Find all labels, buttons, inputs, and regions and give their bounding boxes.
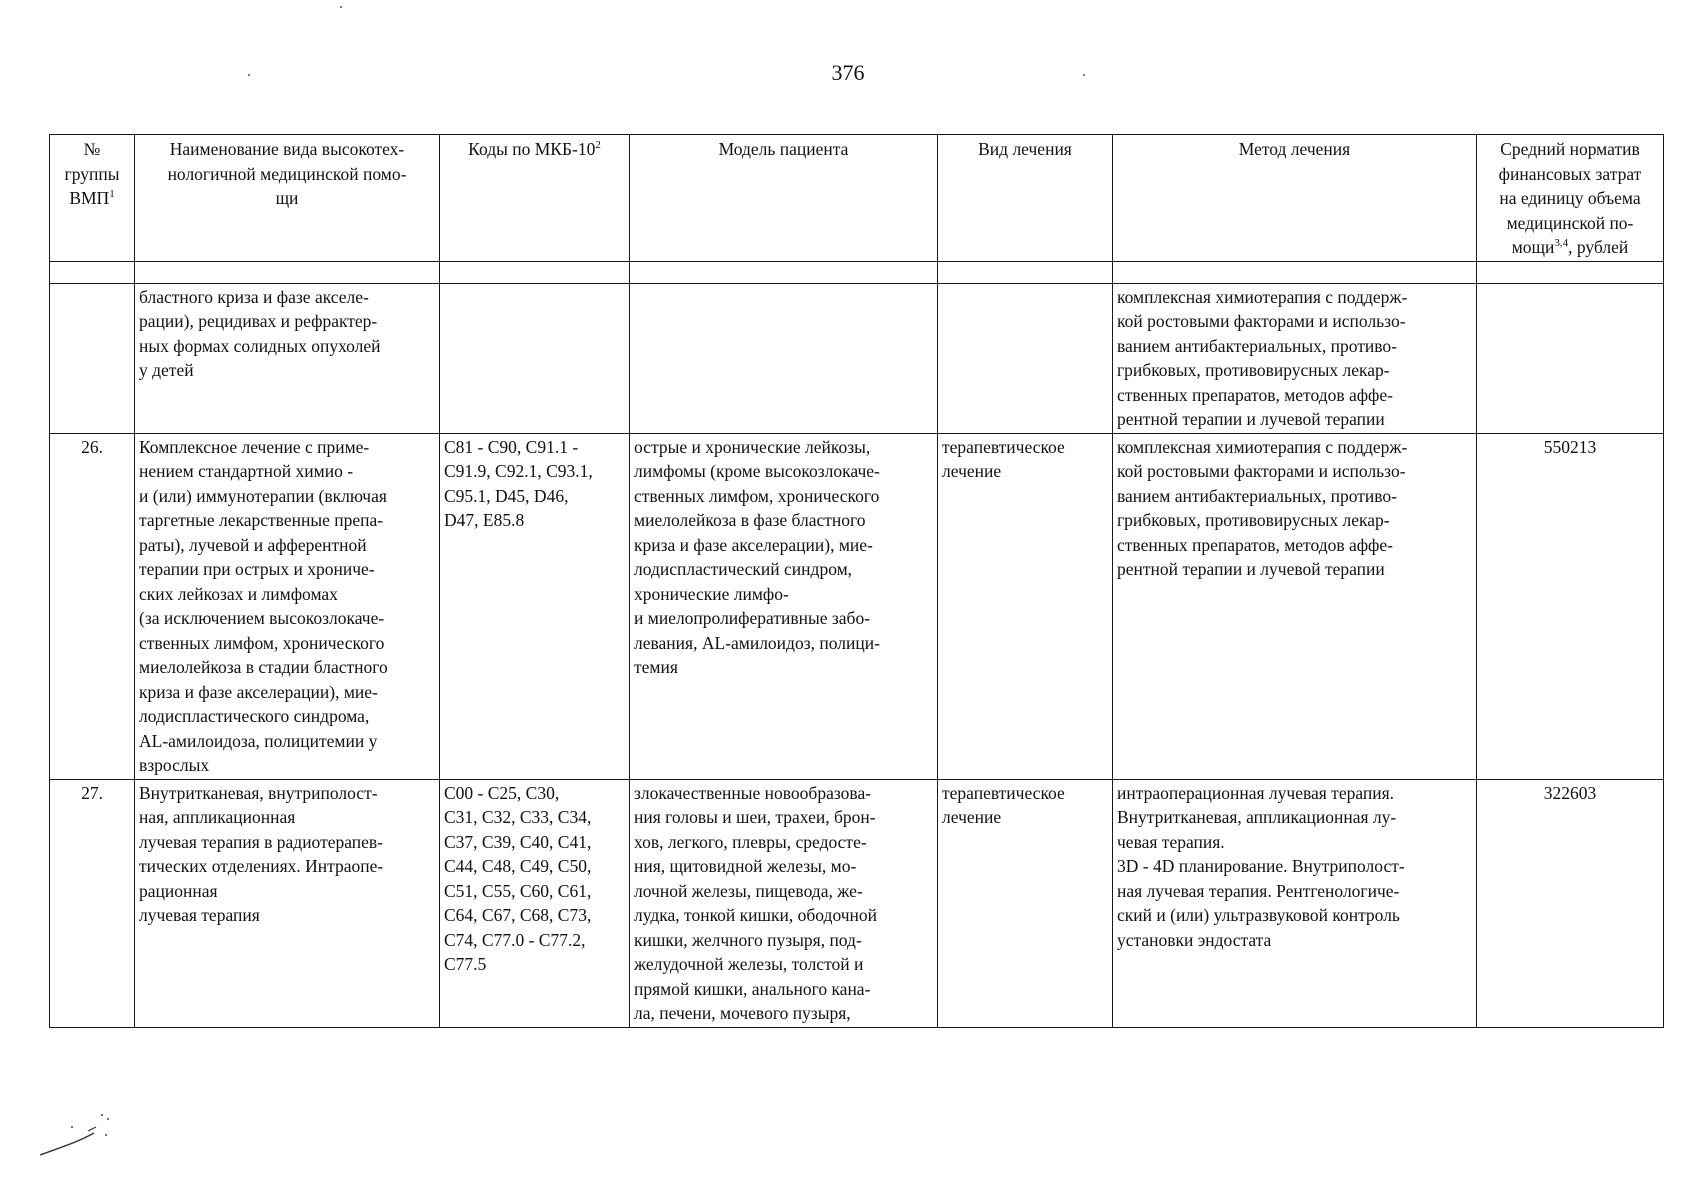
cell-patient-model: острые и хронические лейкозы, лимфомы (кроме высокозлокаче- ственных лимфом, хронического миелолейкоза в фазе бластного криза и фазе акселерации), мие- лодиспластический синдром, хронические лимфо- и миелопролиферативные забо- левания, AL-амилоидоз, полици- темия bbox=[630, 433, 938, 779]
cell-icd-codes: C00 - C25, C30, C31, C32, C33, C34, C37, C39, C40, C41, C44, C48, C49, C50, C51, C55, C60, C61, C64, C67, C68, C73, C74, C77.0 - C77.2, C77.5 bbox=[440, 779, 630, 1027]
cell-treatment-method: комплексная химиотерапия с поддерж- кой ростовыми факторами и использо- ванием антибактериальных, противо- грибковых, противовирусных лекар- ственных препаратов, методов аффе- рентной терапии и лучевой терапии bbox=[1113, 433, 1477, 779]
cell-average-cost: 550213 bbox=[1477, 433, 1664, 779]
cell-treatment-type bbox=[938, 283, 1113, 433]
header-patient-model: Модель пациента bbox=[630, 135, 938, 262]
scan-speck bbox=[1083, 74, 1085, 76]
cell-number: 27. bbox=[50, 779, 135, 1027]
cell-treatment-type: терапевтическое лечение bbox=[938, 433, 1113, 779]
table-header-row bbox=[50, 135, 1664, 262]
vmp-table bbox=[49, 134, 1664, 1028]
cell-treatment-type: терапевтическое лечение bbox=[938, 779, 1113, 1027]
header-average-cost: Средний норматив финансовых затрат на единицу объема медицинской по- мощи$^{3,4}$, рублей bbox=[1477, 135, 1664, 262]
header-icd-codes: Коды по МКБ-$10^2$ bbox=[440, 135, 630, 262]
cell-patient-model: злокачественные новообразова- ния головы и шеи, трахеи, брон- хов, легкого, плевры, средосте- ния, щитовидной железы, мо- лочной железы, пищевода, же- лудка, тонкой кишки, ободочной кишки, желчного пузыря, под- желудочной железы, толстой и прямой кишки, анального кана- ла, печени, мочевого пузыря, bbox=[630, 779, 938, 1027]
table-spacer-row bbox=[50, 261, 1664, 283]
header-care-name: Наименование вида высокотех- нологичной медицинской помо- щи bbox=[135, 135, 440, 262]
pen-scribble-mark bbox=[36, 1105, 126, 1165]
cell-icd-codes: C81 - C90, C91.1 - C91.9, C92.1, C93.1, C95.1, D45, D46, D47, E85.8 bbox=[440, 433, 630, 779]
cell-number bbox=[50, 283, 135, 433]
header-group-number: № группы ВМП$^1$ bbox=[50, 135, 135, 262]
cell-average-cost bbox=[1477, 283, 1664, 433]
cell-patient-model bbox=[630, 283, 938, 433]
cell-average-cost: 322603 bbox=[1477, 779, 1664, 1027]
cell-care-name: Внутритканевая, внутриполост- ная, аппликационная лучевая терапия в радиотерапев- тических отделениях. Интраопе- рационная лучевая терапия bbox=[135, 779, 440, 1027]
table-row bbox=[50, 779, 1664, 1027]
cell-icd-codes bbox=[440, 283, 630, 433]
cell-care-name: Комплексное лечение с приме- нением стандартной химио - и (или) иммунотерапии (включая таргетные лекарственные препа- раты), лучевой и афферентной терапии при острых и хрониче- ских лейкозах и лимфомах (за исключением высокозлокаче- ственных лимфом, хронического миелолейкоза в стадии бластного криза и фазе акселерации), мие- лодиспластического синдрома, AL-амилоидоза, полицитемии у взрослых bbox=[135, 433, 440, 779]
page-number: 376 bbox=[831, 60, 865, 85]
cell-treatment-method: интраоперационная лучевая терапия. Внутритканевая, аппликационная лу- чевая терапия. 3D - 4D планирование. Внутриполост- ная лучевая терапия. Рентгенологиче- ский и (или) ультразвуковой контроль установки эндостата bbox=[1113, 779, 1477, 1027]
table-row bbox=[50, 283, 1664, 433]
cell-care-name: бластного криза и фазе акселе- рации), рецидивах и рефрактер- ных формах солидных опухолей у детей bbox=[135, 283, 440, 433]
cell-number: 26. bbox=[50, 433, 135, 779]
header-treatment-method: Метод лечения bbox=[1113, 135, 1477, 262]
table-row bbox=[50, 433, 1664, 779]
scan-speck bbox=[248, 74, 250, 76]
cell-treatment-method: комплексная химиотерапия с поддерж- кой ростовыми факторами и использо- ванием антибактериальных, противо- грибковых, противовирусных лекар- ственных препаратов, методов аффе- рентной терапии и лучевой терапии bbox=[1113, 283, 1477, 433]
scan-speck bbox=[340, 6, 342, 8]
header-treatment-type: Вид лечения bbox=[938, 135, 1113, 262]
